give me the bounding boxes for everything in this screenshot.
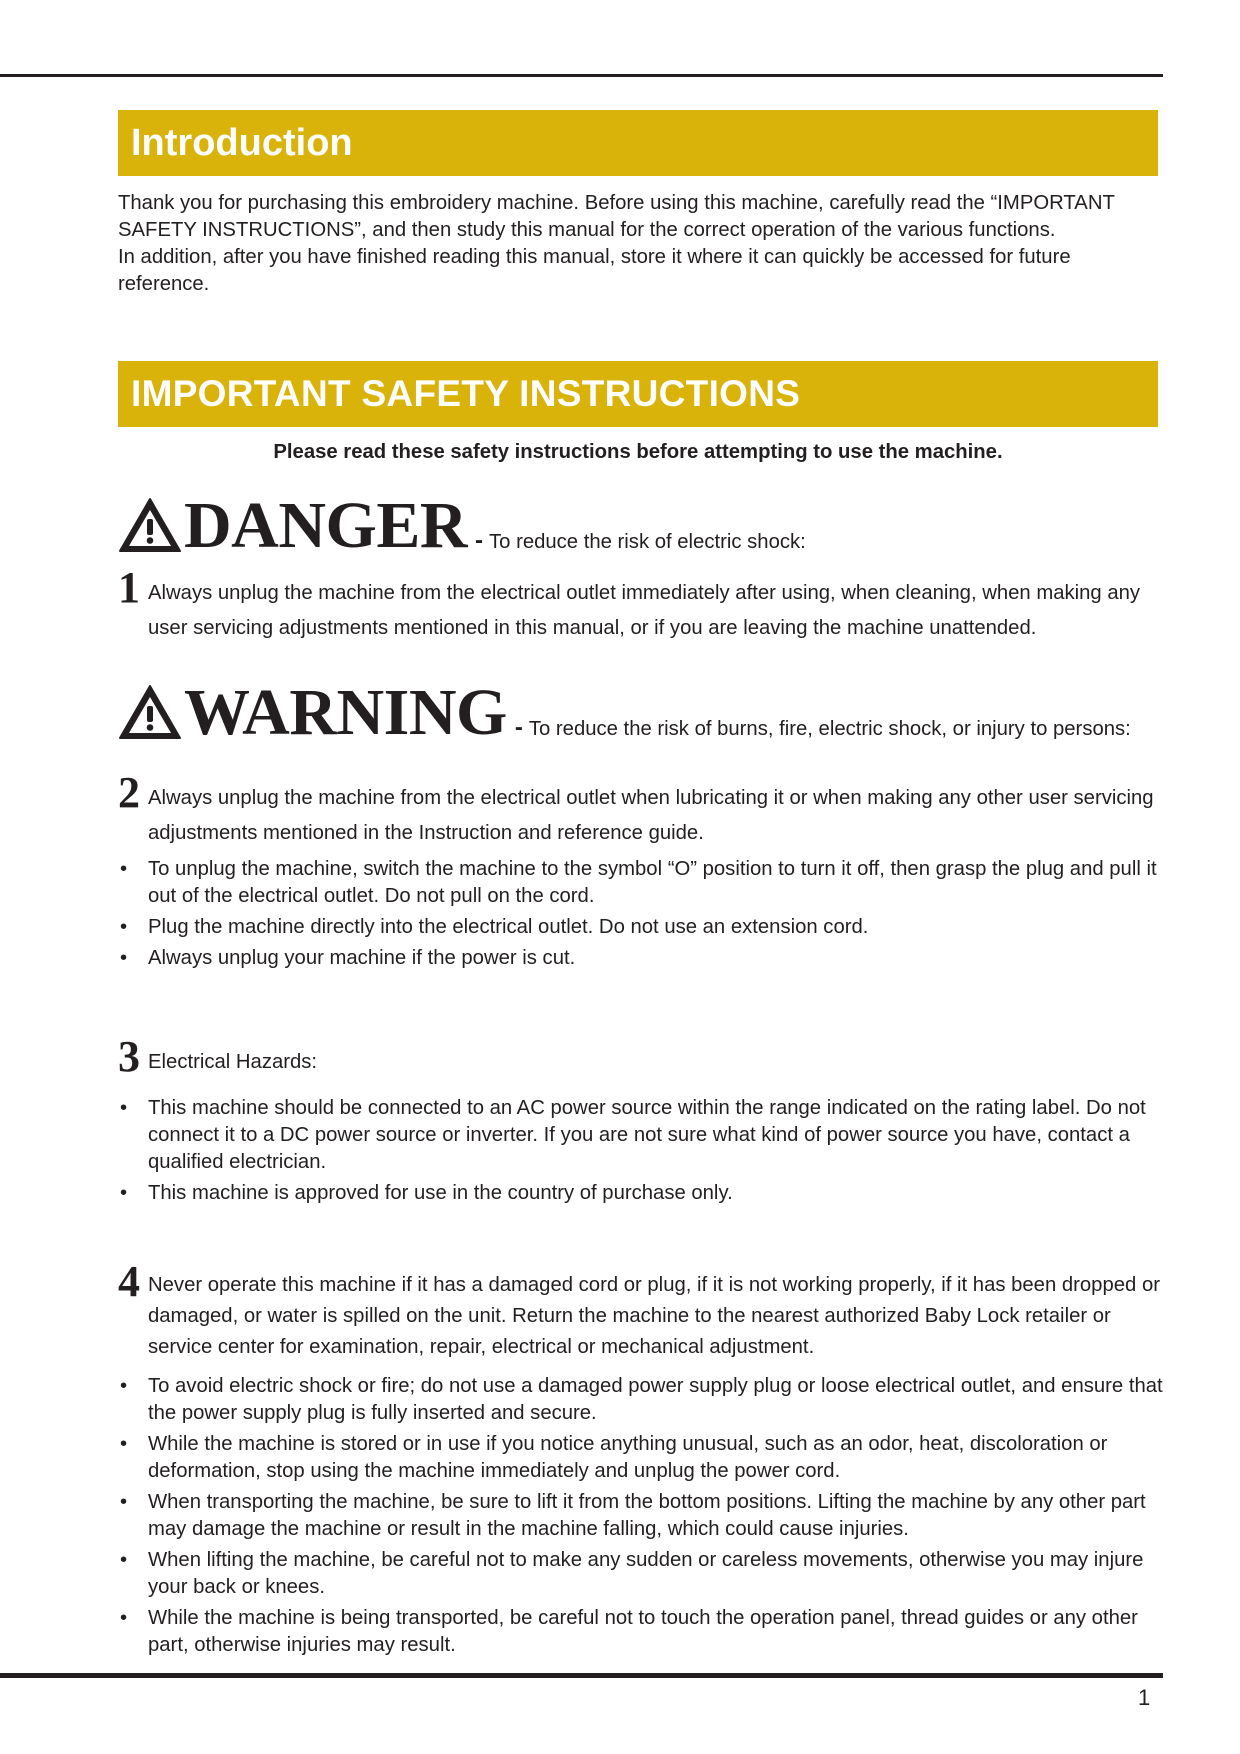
item-number: 2	[118, 768, 140, 817]
warning-label: WARNING	[184, 676, 507, 749]
list-item: • This machine is approved for use in the country of purchase only.	[118, 1180, 1163, 1207]
item-number: 3	[118, 1032, 140, 1081]
list-item: • To avoid electric shock or fire; do not use a damaged power supply plug or loose electrical outlet, and ensure that the power supply plug is fully inserted and secure.	[118, 1373, 1163, 1427]
list-item: • When transporting the machine, be sure to lift it from the bottom positions. Lifting the machine by any other part may damage the machine or result in the machine falling, which could cause injuries.	[118, 1489, 1163, 1543]
introduction-paragraph-1: Thank you for purchasing this embroidery machine. Before using this machine, carefully read the “IMPORTANT SAFETY INSTRUCTIONS”, and then study this manual for the correct operation of the various functions.	[118, 192, 1115, 241]
warning-dash: -	[514, 714, 523, 741]
list-item: • To unplug the machine, switch the machine to the symbol “O” position to turn it off, then grasp the plug and pull it out of the electrical outlet. Do not pull on the cord.	[118, 856, 1163, 910]
warning-triangle-icon	[118, 497, 182, 553]
safety-item-2	[118, 768, 1163, 851]
item-text: Electrical Hazards:	[148, 1051, 318, 1073]
introduction-body	[118, 190, 1163, 298]
item-3-bullets	[118, 1095, 1163, 1211]
warning-header	[118, 676, 1131, 749]
bottom-rule	[0, 1673, 1163, 1678]
item-number: 4	[118, 1257, 140, 1306]
list-item: • Plug the machine directly into the electrical outlet. Do not use an extension cord.	[118, 914, 1163, 941]
list-item: • This machine should be connected to an AC power source within the range indicated on the rating label. Do not connect it to a DC power source or inverter. If you are not sure what kind of power source you have, contact a qualified electrician.	[118, 1095, 1163, 1176]
danger-text: To reduce the risk of electric shock:	[489, 531, 806, 553]
item-text: Always unplug the machine from the electrical outlet immediately after using, when cleaning, when making any user servicing adjustments mentioned in this manual, or if you are leaving the machine unattended.	[148, 582, 1141, 639]
introduction-heading: Introduction	[118, 110, 1158, 176]
top-rule	[0, 74, 1163, 77]
danger-dash: -	[475, 527, 484, 554]
page-number: 1	[1138, 1685, 1151, 1710]
list-item: • When lifting the machine, be careful not to make any sudden or careless movements, otherwise you may injure your back or knees.	[118, 1547, 1163, 1601]
safety-item-4	[118, 1257, 1163, 1363]
list-item: • While the machine is being transported, be careful not to touch the operation panel, thread guides or any other part, otherwise injuries may result.	[118, 1605, 1163, 1659]
safety-item-1	[118, 563, 1163, 646]
warning-text: To reduce the risk of burns, fire, electric shock, or injury to persons:	[528, 718, 1131, 740]
item-4-bullets	[118, 1373, 1163, 1663]
list-item: • While the machine is stored or in use if you notice anything unusual, such as an odor, heat, discoloration or deformation, stop using the machine immediately and unplug the power cord.	[118, 1431, 1163, 1485]
item-text: Always unplug the machine from the electrical outlet when lubricating it or when making any other user servicing adjustments mentioned in the Instruction and reference guide.	[148, 787, 1154, 844]
list-item: • Always unplug your machine if the power is cut.	[118, 945, 1163, 972]
safety-item-3	[118, 1032, 1163, 1081]
safety-subheading: Please read these safety instructions before attempting to use the machine.	[273, 441, 1003, 463]
item-2-bullets	[118, 856, 1163, 976]
danger-label: DANGER	[184, 489, 468, 562]
item-number: 1	[118, 563, 140, 612]
warning-triangle-icon	[118, 684, 182, 740]
safety-heading: IMPORTANT SAFETY INSTRUCTIONS	[118, 361, 1158, 427]
introduction-paragraph-2: In addition, after you have finished reading this manual, store it where it can quickly be accessed for future reference.	[118, 246, 1071, 295]
item-text: Never operate this machine if it has a damaged cord or plug, if it is not working properly, if it has been dropped or damaged, or water is spilled on the unit. Return the machine to the nearest authorized Baby Lock retailer or service center for examination, repair, electrical or mechanical adjustment.	[148, 1274, 1160, 1358]
danger-header	[118, 489, 806, 562]
